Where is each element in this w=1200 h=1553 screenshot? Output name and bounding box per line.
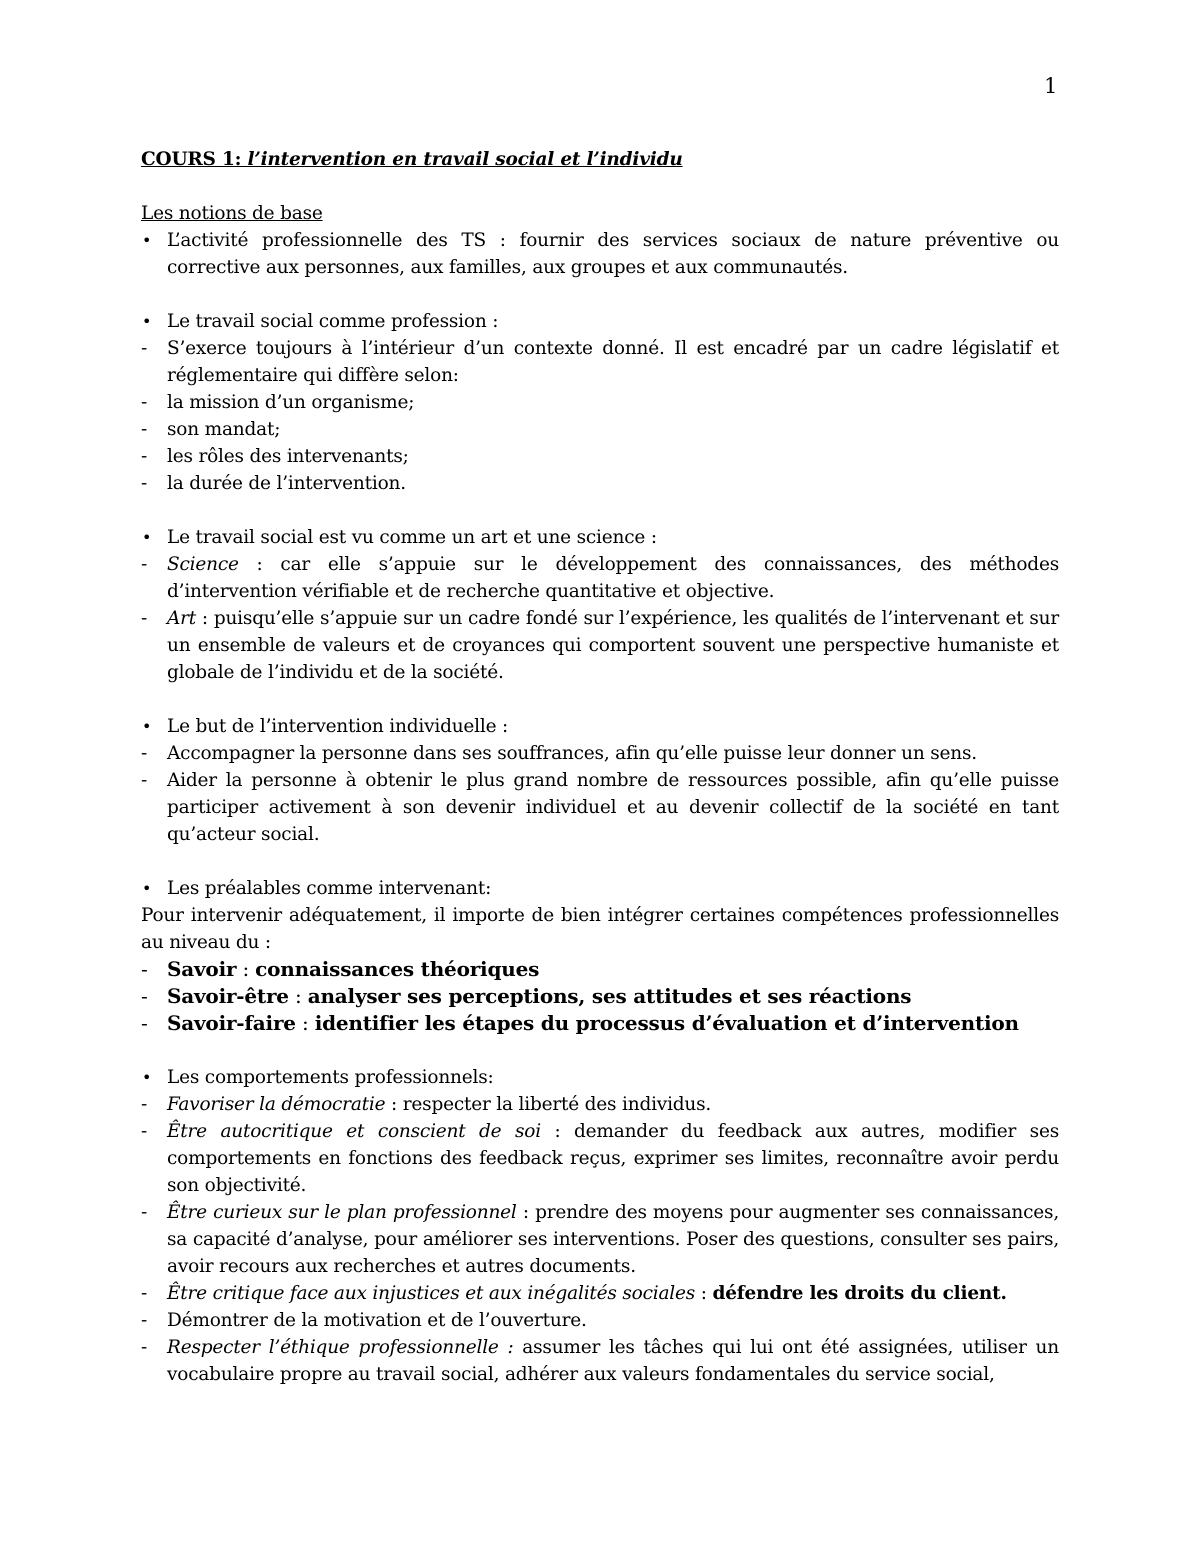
dash-marker: - xyxy=(141,743,148,764)
list-item: - Savoir : connaissances théoriques xyxy=(141,957,540,981)
prealables-intro: Pour intervenir adéquatement, il importe de bien intégrer certaines compétences professionnelles au niveau du : xyxy=(141,905,1059,953)
page-number: 1 xyxy=(1044,74,1058,98)
list-item: - Accompagner la personne dans ses souffrances, afin qu’elle puisse leur donner un sens. xyxy=(141,740,1059,767)
bullet-marker: • xyxy=(142,312,152,331)
dash-marker: - xyxy=(141,419,148,440)
list-item: - Respecter l’éthique professionnelle : assumer les tâches qui lui ont été assignées, utiliser un vocabulaire propre au travail social, adhérer aux valeurs fondamentales du service social, xyxy=(141,1334,1059,1388)
list-item: - Démontrer de la motivation et de l’ouverture. xyxy=(141,1307,1059,1334)
dash-marker: - xyxy=(141,1202,148,1223)
list-item: - son mandat; xyxy=(141,416,1059,443)
bullet-marker: • xyxy=(142,1068,152,1087)
bullet-prealables: • Les préalables comme intervenant: xyxy=(141,875,1059,902)
dash-marker: - xyxy=(141,1283,148,1304)
list-item: - la mission d’un organisme; xyxy=(141,389,1059,416)
document-body xyxy=(141,146,1059,1388)
bullet-comportements: • Les comportements professionnels: xyxy=(141,1064,1059,1091)
list-item: - S’exerce toujours à l’intérieur d’un contexte donné. Il est encadré par un cadre législatif et réglementaire qui diffère selon: xyxy=(141,335,1059,389)
dash-marker: - xyxy=(141,554,148,575)
bullet-but: • Le but de l’intervention individuelle : xyxy=(141,713,1059,740)
course-title xyxy=(141,146,1059,173)
dash-marker: - xyxy=(141,984,148,1008)
list-item: - Être autocritique et conscient de soi : demander du feedback aux autres, modifier ses comportements en fonctions des feedback reçus, exprimer ses limites, reconnaître avoir perdu son objectivité. xyxy=(141,1118,1059,1199)
dash-marker: - xyxy=(141,338,148,359)
dash-marker: - xyxy=(141,446,148,467)
dash-marker: - xyxy=(141,1094,148,1115)
list-item: - Être critique face aux injustices et aux inégalités sociales : défendre les droits du client. xyxy=(141,1280,1059,1307)
list-item: - Favoriser la démocratie : respecter la liberté des individus. xyxy=(141,1091,1059,1118)
list-item: - Savoir-faire : identifier les étapes du processus d’évaluation et d’intervention xyxy=(141,1011,1019,1035)
dash-marker: - xyxy=(141,957,148,981)
list-item: - Science : car elle s’appuie sur le développement des connaissances, des méthodes d’intervention vérifiable et de recherche quantitative et objective. xyxy=(141,551,1059,605)
course-title-rest: l’intervention en travail social et l’individu xyxy=(247,149,683,170)
list-item: - Art : puisqu’elle s’appuie sur un cadre fondé sur l’expérience, les qualités de l’intervenant et sur un ensemble de valeurs et de croyances qui comportent souvent une perspective humaniste et globale de l’individu et de la société. xyxy=(141,605,1059,686)
bullet-marker: • xyxy=(142,528,152,547)
dash-marker: - xyxy=(141,473,148,494)
course-title-prefix: COURS 1: xyxy=(141,149,248,170)
bullet-art-science: • Le travail social est vu comme un art et une science : xyxy=(141,524,1059,551)
list-item: - Aider la personne à obtenir le plus grand nombre de ressources possible, afin qu’elle puisse participer activement à son devenir individuel et au devenir collectif de la société en tant qu’acteur social. xyxy=(141,767,1059,848)
list-item: - les rôles des intervenants; xyxy=(141,443,1059,470)
dash-marker: - xyxy=(141,1337,148,1358)
list-item: - Être curieux sur le plan professionnel : prendre des moyens pour augmenter ses connaissances, sa capacité d’analyse, pour améliorer ses interventions. Poser des questions, consulter ses pairs, avoir recours aux recherches et autres documents. xyxy=(141,1199,1059,1280)
section-heading-notions: Les notions de base xyxy=(141,203,323,224)
dash-marker: - xyxy=(141,1310,148,1331)
dash-marker: - xyxy=(141,608,148,629)
bullet-marker: • xyxy=(142,231,152,250)
dash-marker: - xyxy=(141,770,148,791)
dash-marker: - xyxy=(141,1011,148,1035)
bullet-marker: • xyxy=(142,879,152,898)
list-item: - la durée de l’intervention. xyxy=(141,470,1059,497)
bullet-profession: • Le travail social comme profession : xyxy=(141,308,1059,335)
list-item: - Savoir-être : analyser ses perceptions, ses attitudes et ses réactions xyxy=(141,984,912,1008)
dash-marker: - xyxy=(141,392,148,413)
bullet-marker: • xyxy=(142,717,152,736)
dash-marker: - xyxy=(141,1121,148,1142)
list-item: • L’activité professionnelle des TS : fournir des services sociaux de nature préventive ou corrective aux personnes, aux familles, aux groupes et aux communautés. xyxy=(141,227,1059,281)
